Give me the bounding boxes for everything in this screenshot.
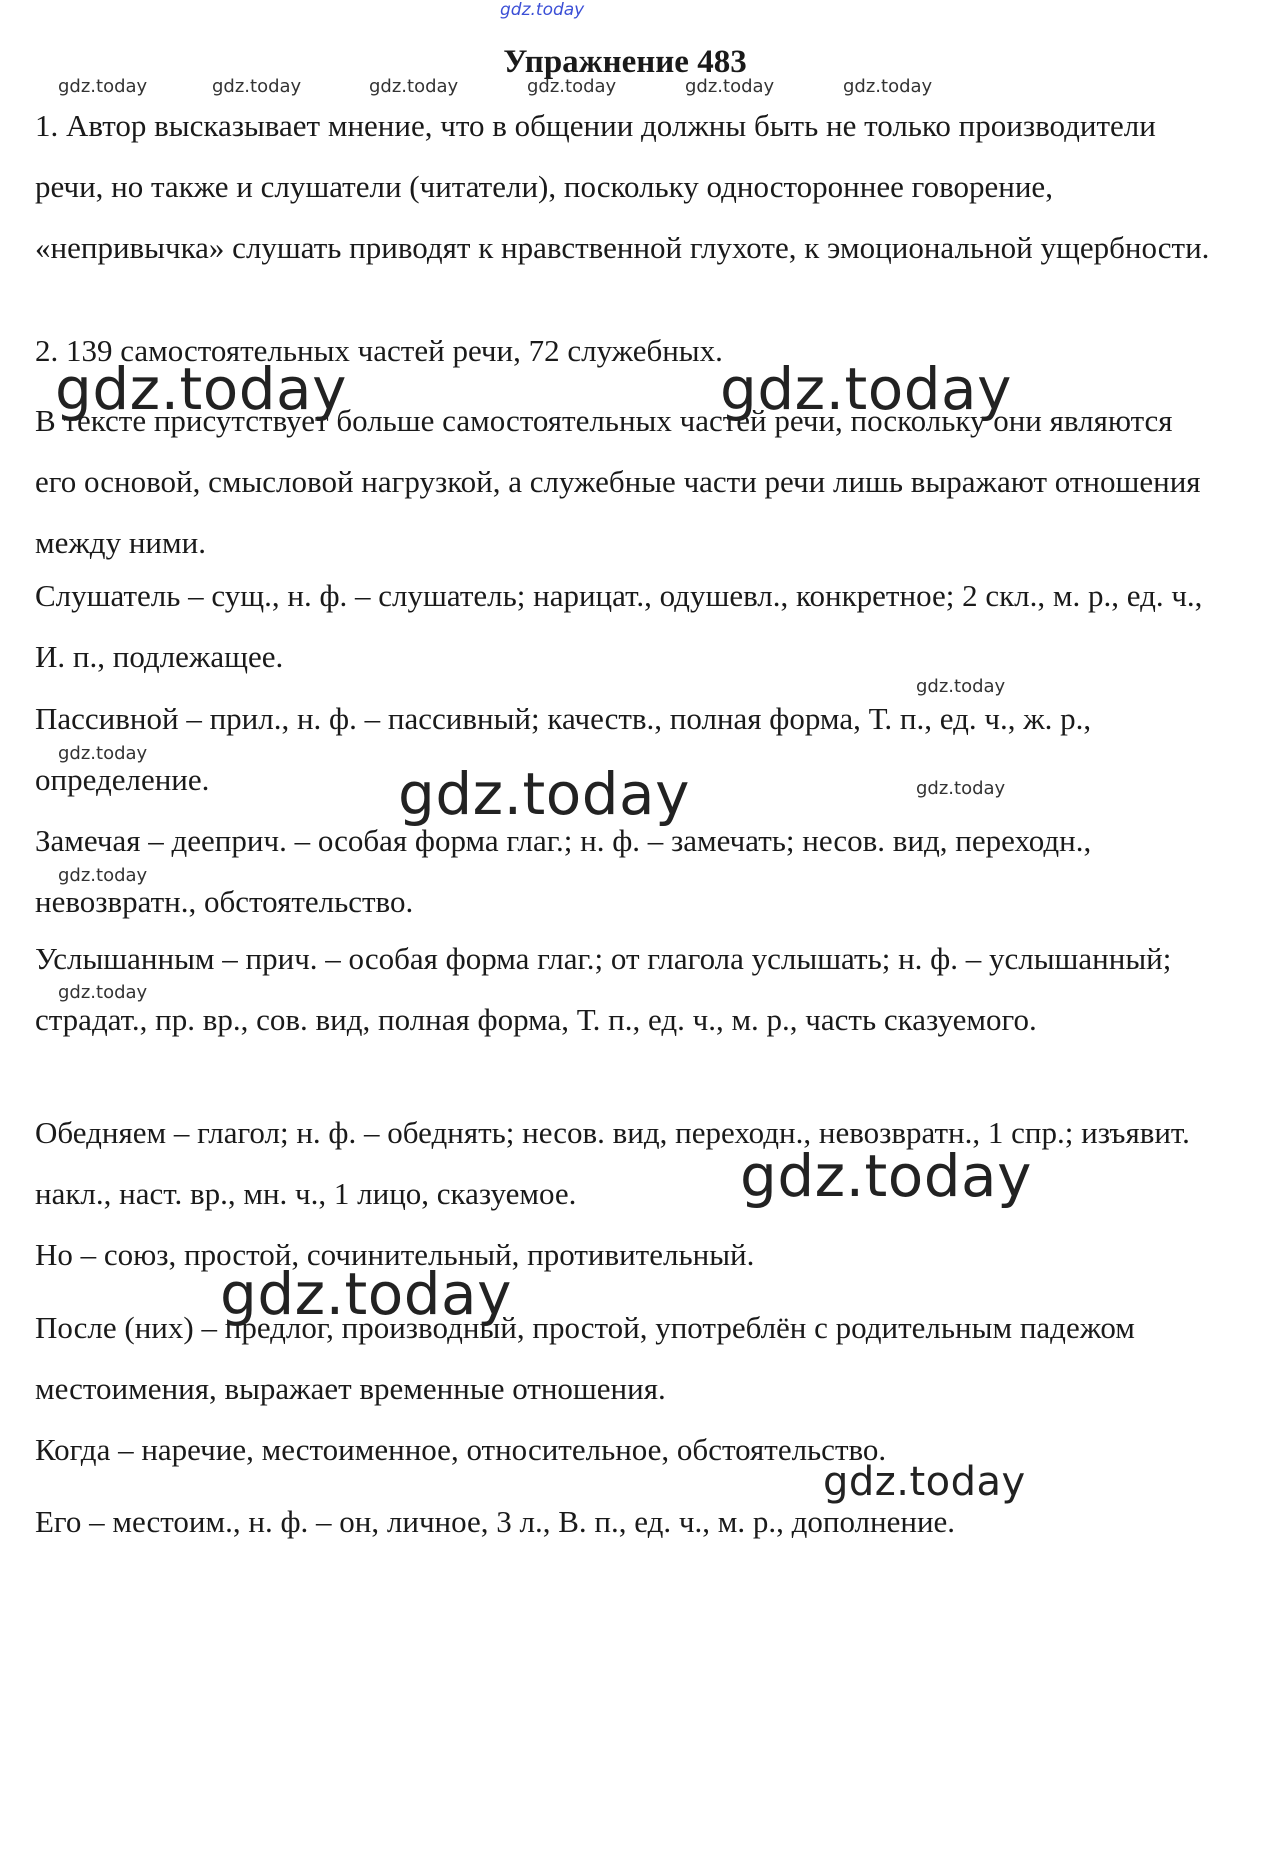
analysis-posle: После (них) – предлог, производный, простой, употреблён с родительным падежом местоимения, выражает временные отношения.	[35, 1310, 1135, 1406]
watermark-row-1: gdz.today	[58, 76, 148, 97]
watermark-top: gdz.today	[500, 0, 585, 20]
watermark-small-1: gdz.today	[916, 676, 1006, 697]
analysis-uslyshannym: Услышанным – прич. – особая форма глаг.; от глагола услышать; н. ф. – услышанный; страдат., пр. вр., сов. вид, полная форма, Т. п., ед. ч., м. р., часть сказуемого.	[35, 941, 1172, 1037]
exercise-title: Упражнение 483	[503, 44, 747, 80]
watermark-row-3: gdz.today	[369, 76, 459, 97]
watermark-large-1: gdz.today	[55, 355, 347, 423]
watermark-row-6: gdz.today	[843, 76, 933, 97]
analysis-kogda: Когда – наречие, местоименное, относительное, обстоятельство.	[35, 1432, 887, 1467]
watermark-large-5: gdz.today	[220, 1260, 512, 1328]
watermark-large-4: gdz.today	[740, 1142, 1032, 1210]
analysis-ego: Его – местоим., н. ф. – он, личное, 3 л., В. п., ед. ч., м. р., дополнение.	[35, 1504, 956, 1539]
watermark-large-6: gdz.today	[823, 1459, 1026, 1505]
watermark-small-3: gdz.today	[916, 778, 1006, 799]
watermark-small-5: gdz.today	[58, 982, 148, 1003]
analysis-obednyaem: Обедняем – глагол; н. ф. – обеднять; несов. вид, переходн., невозвратн., 1 спр.; изъявит. накл., наст. вр., мн. ч., 1 лицо, сказуемое.	[35, 1115, 1190, 1211]
watermark-row-5: gdz.today	[685, 76, 775, 97]
watermark-large-2: gdz.today	[720, 355, 1012, 423]
watermark-small-4: gdz.today	[58, 865, 148, 886]
analysis-passivnoy: Пассивной – прил., н. ф. – пассивный; качеств., полная форма, Т. п., ед. ч., ж. р., определение.	[35, 701, 1092, 797]
answer-paragraph-3: В тексте присутствует больше самостоятельных частей речи, поскольку они являются его основой, смысловой нагрузкой, а служебные части речи лишь выражают отношения между ними.	[35, 403, 1201, 560]
watermark-row-4: gdz.today	[527, 76, 617, 97]
analysis-no: Но – союз, простой, сочинительный, противительный.	[35, 1237, 755, 1272]
answer-paragraph-2: 2. 139 самостоятельных частей речи, 72 служебных.	[35, 333, 723, 368]
answer-paragraph-1: 1. Автор высказывает мнение, что в общении должны быть не только производители речи, но также и слушатели (читатели), поскольку одностороннее говорение, «непривычка» слушать приводят к нравственной глухоте, к эмоциональной ущербности.	[35, 108, 1210, 265]
watermark-row-2: gdz.today	[212, 76, 302, 97]
analysis-slushatel: Слушатель – сущ., н. ф. – слушатель; нарицат., одушевл., конкретное; 2 скл., м. р., ед. ч., И. п., подлежащее.	[35, 578, 1203, 674]
watermark-large-3: gdz.today	[398, 760, 690, 828]
watermark-small-2: gdz.today	[58, 743, 148, 764]
analysis-zamechaya: Замечая – дееприч. – особая форма глаг.; н. ф. – замечать; несов. вид, переходн., невозвратн., обстоятельство.	[35, 823, 1092, 919]
